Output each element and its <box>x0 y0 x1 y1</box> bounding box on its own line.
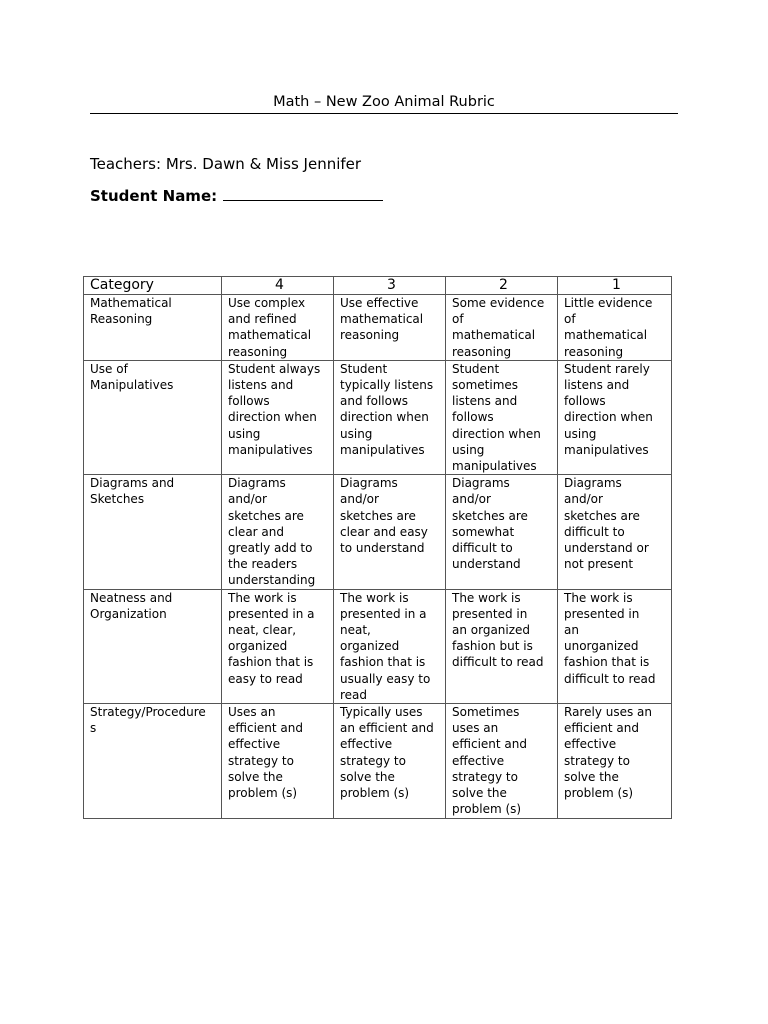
score-4-cell <box>222 704 334 818</box>
title-underline <box>90 113 678 114</box>
cell-line: sketches are <box>228 508 304 523</box>
cell-line: effective <box>564 737 617 752</box>
cell-line: using <box>340 426 373 441</box>
rubric-row <box>84 295 672 361</box>
cell-line: usually easy to <box>340 671 431 686</box>
cell-line: reasoning <box>228 344 288 359</box>
score-1-cell <box>558 360 672 474</box>
category-cell <box>84 295 222 361</box>
cell-line: mathematical <box>340 312 424 327</box>
score-2-cell <box>446 360 558 474</box>
category-cell <box>84 360 222 474</box>
cell-line: presented in a <box>228 606 315 621</box>
cell-line: sometimes <box>452 378 519 393</box>
cell-line: solve the <box>228 769 283 784</box>
cell-line: presented in a <box>340 606 427 621</box>
cell-line: presented in <box>452 606 528 621</box>
cell-line: The work is <box>340 590 409 605</box>
cell-line: Use of <box>90 361 128 376</box>
cell-line: Organization <box>90 606 167 621</box>
cell-line: to understand <box>340 541 425 556</box>
cell-line: neat, <box>340 623 371 638</box>
cell-line: strategy to <box>564 753 630 768</box>
cell-line: clear and easy <box>340 524 428 539</box>
cell-line: efficient and <box>564 721 639 736</box>
cell-line: greatly add to <box>228 541 313 556</box>
cell-line: and/or <box>340 492 379 507</box>
score-4-cell <box>222 360 334 474</box>
cell-line: understand or <box>564 541 649 556</box>
cell-line: and follows <box>340 394 409 409</box>
cell-line: and/or <box>564 492 603 507</box>
cell-line: Neatness and <box>90 590 173 605</box>
cell-line: sketches are <box>452 508 528 523</box>
cell-line: listens and <box>228 378 294 393</box>
cell-line: problem (s) <box>564 786 634 801</box>
cell-line: fashion but is <box>452 639 533 654</box>
cell-line: mathematical <box>228 328 312 343</box>
student-name-label: Student Name: <box>90 187 218 205</box>
cell-line: read <box>340 687 368 702</box>
teachers-line: Teachers: Mrs. Dawn & Miss Jennifer <box>90 155 362 173</box>
cell-line: direction when <box>228 410 317 425</box>
cell-line: Diagrams <box>452 476 510 491</box>
cell-line: solve the <box>564 769 619 784</box>
cell-line: listens and <box>452 394 518 409</box>
cell-line: understanding <box>228 573 316 588</box>
cell-line: reasoning <box>452 344 512 359</box>
cell-line: an organized <box>452 623 531 638</box>
cell-line: of <box>564 312 576 327</box>
score-1-cell <box>558 295 672 361</box>
document-title: Math – New Zoo Animal Rubric <box>273 94 495 110</box>
cell-line: solve the <box>452 786 507 801</box>
cell-line: Uses an <box>228 705 276 720</box>
cell-line: difficult to <box>564 524 625 539</box>
cell-line: sketches are <box>340 508 416 523</box>
cell-line: follows <box>228 394 270 409</box>
rubric-row <box>84 589 672 703</box>
cell-line: Sometimes <box>452 705 520 720</box>
score-3-cell <box>334 360 446 474</box>
score-3-cell <box>334 475 446 589</box>
cell-line: presented in <box>564 606 640 621</box>
cell-line: direction when <box>340 410 429 425</box>
cell-line: Diagrams <box>564 476 622 491</box>
cell-line: reasoning <box>564 344 624 359</box>
cell-line: manipulatives <box>564 442 649 457</box>
cell-line: difficult to <box>452 541 513 556</box>
category-cell <box>84 475 222 589</box>
cell-line: follows <box>564 394 606 409</box>
cell-line: an efficient and <box>340 721 434 736</box>
cell-line: effective <box>340 737 393 752</box>
cell-line: and/or <box>228 492 267 507</box>
score-2-cell <box>446 704 558 818</box>
cell-line: typically listens <box>340 378 434 393</box>
cell-line: The work is <box>564 590 633 605</box>
rubric-header-row <box>84 277 672 295</box>
cell-line: Student <box>452 361 500 376</box>
cell-line: the readers <box>228 557 298 572</box>
cell-line: somewhat <box>452 524 515 539</box>
cell-line: fashion that is <box>564 655 650 670</box>
cell-line: efficient and <box>452 737 527 752</box>
cell-line: direction when <box>452 426 541 441</box>
score-1-cell <box>558 704 672 818</box>
cell-line: Diagrams <box>340 476 398 491</box>
cell-line: effective <box>228 737 281 752</box>
cell-line: strategy to <box>452 769 518 784</box>
cell-line: and refined <box>228 312 297 327</box>
cell-line: mathematical <box>564 328 648 343</box>
rubric-table <box>83 276 672 819</box>
cell-line: unorganized <box>564 639 639 654</box>
score-1-cell <box>558 475 672 589</box>
cell-line: Student <box>340 361 388 376</box>
cell-line: strategy to <box>228 753 294 768</box>
category-cell <box>84 589 222 703</box>
cell-line: clear and <box>228 524 284 539</box>
cell-line: Diagrams <box>228 476 286 491</box>
cell-line: effective <box>452 753 505 768</box>
cell-line: Sketches <box>90 492 145 507</box>
cell-line: using <box>564 426 597 441</box>
header-score-1: 1 <box>558 277 672 295</box>
cell-line: Use effective <box>340 296 419 310</box>
cell-line: problem (s) <box>452 802 522 817</box>
cell-line: manipulatives <box>340 442 425 457</box>
cell-line: not present <box>564 557 634 572</box>
cell-line: understand <box>452 557 521 572</box>
score-2-cell <box>446 295 558 361</box>
cell-line: s <box>90 721 97 736</box>
cell-line: using <box>452 442 485 457</box>
student-name-blank <box>223 185 383 201</box>
cell-line: Diagrams and <box>90 476 175 491</box>
cell-line: manipulatives <box>228 442 313 457</box>
cell-line: Some evidence <box>452 296 545 310</box>
score-2-cell <box>446 589 558 703</box>
cell-line: follows <box>452 410 494 425</box>
cell-line: organized <box>228 639 288 654</box>
score-4-cell <box>222 475 334 589</box>
cell-line: Rarely uses an <box>564 705 652 720</box>
cell-line: mathematical <box>452 328 536 343</box>
cell-line: Mathematical <box>90 296 172 310</box>
cell-line: manipulatives <box>452 459 537 474</box>
cell-line: using <box>228 426 261 441</box>
cell-line: problem (s) <box>228 786 298 801</box>
cell-line: easy to read <box>228 671 303 686</box>
cell-line: an <box>564 623 579 638</box>
cell-line: Manipulatives <box>90 378 174 393</box>
cell-line: efficient and <box>228 721 303 736</box>
cell-line: problem (s) <box>340 786 410 801</box>
cell-line: difficult to read <box>452 655 544 670</box>
header-score-3: 3 <box>334 277 446 295</box>
cell-line: Student always <box>228 361 321 376</box>
score-3-cell <box>334 295 446 361</box>
rubric-row <box>84 360 672 474</box>
cell-line: Use complex <box>228 296 306 310</box>
cell-line: The work is <box>228 590 297 605</box>
rubric-row <box>84 704 672 818</box>
cell-line: Reasoning <box>90 312 153 327</box>
rubric-row <box>84 475 672 589</box>
score-3-cell <box>334 589 446 703</box>
header-category: Category <box>84 277 222 295</box>
header-score-2: 2 <box>446 277 558 295</box>
cell-line: fashion that is <box>340 655 426 670</box>
student-name-line <box>90 185 383 205</box>
score-4-cell <box>222 589 334 703</box>
header-score-4: 4 <box>222 277 334 295</box>
cell-line: difficult to read <box>564 671 656 686</box>
cell-line: neat, clear, <box>228 623 297 638</box>
cell-line: of <box>452 312 464 327</box>
score-1-cell <box>558 589 672 703</box>
cell-line: sketches are <box>564 508 640 523</box>
score-4-cell <box>222 295 334 361</box>
cell-line: solve the <box>340 769 395 784</box>
cell-line: fashion that is <box>228 655 314 670</box>
cell-line: organized <box>340 639 400 654</box>
cell-line: Typically uses <box>340 705 423 720</box>
cell-line: Student rarely <box>564 361 650 376</box>
cell-line: strategy to <box>340 753 406 768</box>
cell-line: The work is <box>452 590 521 605</box>
score-2-cell <box>446 475 558 589</box>
cell-line: Little evidence <box>564 296 653 310</box>
cell-line: direction when <box>564 410 653 425</box>
cell-line: Strategy/Procedure <box>90 705 206 720</box>
cell-line: reasoning <box>340 328 400 343</box>
score-3-cell <box>334 704 446 818</box>
category-cell <box>84 704 222 818</box>
cell-line: and/or <box>452 492 491 507</box>
cell-line: uses an <box>452 721 499 736</box>
cell-line: listens and <box>564 378 630 393</box>
